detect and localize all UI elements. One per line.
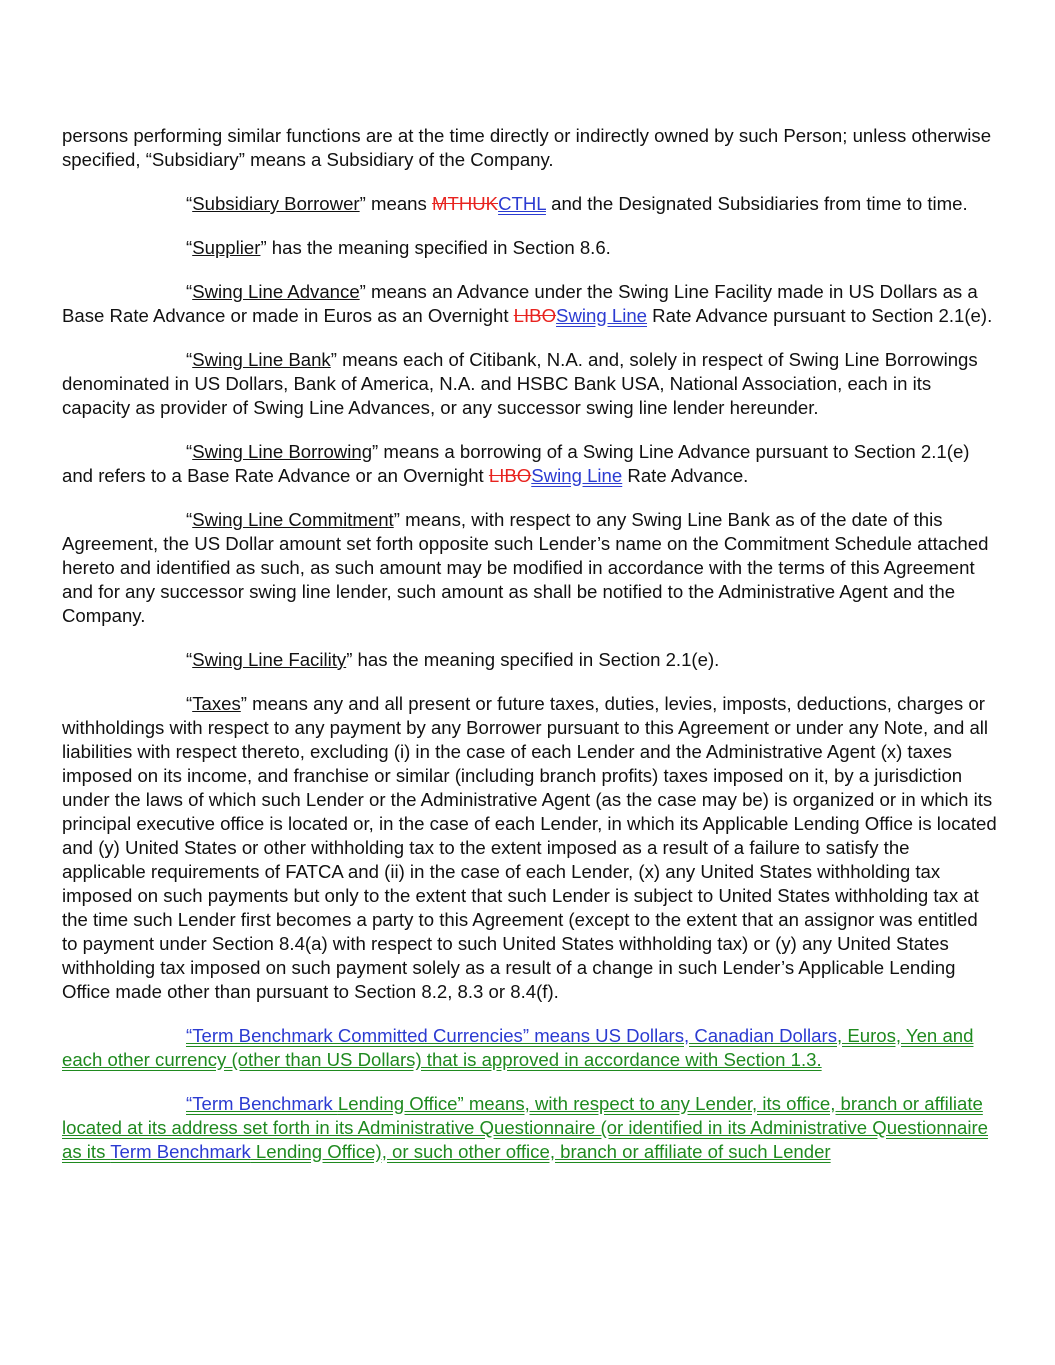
definition-term-benchmark-committed-currencies — [62, 1024, 997, 1072]
deleted-text: LIBO — [488, 465, 532, 486]
definition-swing-line-borrowing: “Swing Line Borrowing” means a borrowing of a Swing Line Advance pursuant to Section 2.1(e) and refers to a Base Rate Advance or an Overnight LIBOSwing Line Rate Advance. — [62, 441, 970, 486]
definition-taxes: “Taxes” means any and all present or future taxes, duties, levies, imposts, deductions, charges or withholdings with respect to any payment by any Borrower pursuant to this Agreement or under any Note, and all liabilities with respect thereto, excluding (i) in the case of each Lender and the Administrative Agent (x) taxes imposed on its income, and franchise or similar (including branch profits) taxes imposed on it, by a jurisdiction under the laws of which such Lender or the Administrative Agent (as the case may be) is organized or in which its principal executive office is located or, in the case of each Lender, in which its Applicable Lending Office is located and (y) United States or other withholding tax to the extent imposed as a result of a failure to satisfy the applicable requirements of FATCA and (ii) in the case of each Lender, (x) any United States withholding tax imposed on such payments but only to the extent that such Lender is subject to United States withholding tax at the time such Lender first becomes a party to this Agreement (except to the extent that an assignor was entitled to payment under Section 8.4(a) with respect to such United States withholding tax) or (y) any United States withholding tax imposed on such payment solely as a result of a change in such Lender’s Applicable Lending Office made other than pursuant to Section 8.2, 8.3 or 8.4(f). — [62, 693, 997, 1002]
deleted-text: MTHUK — [431, 193, 499, 214]
moved-text: Lending Office), or such other office, branch or affiliate of such Lender — [250, 1141, 831, 1162]
paragraph-subsidiary-continued — [62, 124, 997, 172]
defined-term: Taxes — [192, 693, 241, 714]
body-text: persons performing similar functions are at the time directly or indirectly owned by such Person; unless otherwise specified, “Subsidiary” means a Subsidiary of the Company. — [62, 125, 992, 170]
definition-term-benchmark-lending-office — [62, 1092, 997, 1164]
inserted-text: CTHL — [498, 193, 546, 214]
definition-supplier: “Supplier” has the meaning specified in Section 8.6. — [186, 237, 611, 258]
inserted-text: “Term Benchmark — [186, 1093, 338, 1114]
deleted-text: LIBO — [513, 305, 557, 326]
definition-swing-line-bank: “Swing Line Bank” means each of Citibank, N.A. and, solely in respect of Swing Line Borrowings denominated in US Dollars, Bank of America, N.A. and HSBC Bank USA, National Association, each in its capacity as provider of Swing Line Advances, or any successor swing line lender hereunder. — [62, 349, 978, 418]
defined-term: Swing Line Facility — [192, 649, 347, 670]
defined-term: Supplier — [192, 237, 261, 258]
defined-term: Subsidiary Borrower — [192, 193, 360, 214]
inserted-text: “Term Benchmark Committed Currencies” means US Dollars, Canadian Dollars — [186, 1025, 837, 1046]
definition-swing-line-advance: “Swing Line Advance” means an Advance under the Swing Line Facility made in US Dollars as a Base Rate Advance or made in Euros as an Overnight LIBOSwing Line Rate Advance pursuant to Section 2.1(e). — [62, 281, 993, 326]
inserted-text: Term Benchmark — [110, 1141, 251, 1162]
defined-term: Swing Line Commitment — [192, 509, 394, 530]
definition-subsidiary-borrower: “Subsidiary Borrower” means MTHUKCTHL and the Designated Subsidiaries from time to time. — [186, 193, 968, 214]
defined-term: Swing Line Bank — [192, 349, 331, 370]
moved-text: , Euros, Yen and each other currency (other than US Dollars) that is approved in accordance with Section 1.3. — [62, 1025, 974, 1070]
definition-swing-line-facility: “Swing Line Facility” has the meaning specified in Section 2.1(e). — [186, 649, 720, 670]
defined-term: Swing Line Advance — [192, 281, 360, 302]
document-page — [62, 124, 997, 1184]
moved-text: Lending Office” means, with respect to any Lender, its office, branch or affiliate located at its address set forth in its Administrative Questionnaire (or identified in its Administrative Questionnaire as its — [62, 1093, 989, 1162]
definition-swing-line-commitment: “Swing Line Commitment” means, with respect to any Swing Line Bank as of the date of this Agreement, the US Dollar amount set forth opposite such Lender’s name on the Commitment Schedule attached hereto and identified as such, as such amount may be modified in accordance with the terms of this Agreement and for any successor swing line lender, such amount as shall be notified to the Administrative Agent and the Company. — [62, 509, 989, 626]
defined-term: Swing Line Borrowing — [192, 441, 373, 462]
inserted-text: Swing Line — [556, 305, 648, 326]
inserted-text: Swing Line — [531, 465, 623, 486]
